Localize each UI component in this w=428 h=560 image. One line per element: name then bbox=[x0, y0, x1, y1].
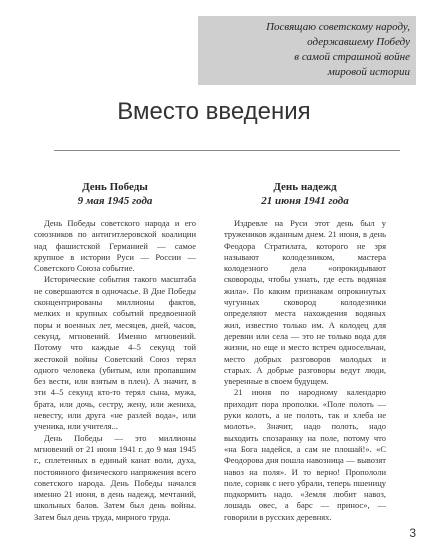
dedication-epigraph bbox=[198, 16, 416, 85]
dedication-line: мировой истории bbox=[327, 66, 410, 78]
chapter-title: Вместо введения bbox=[117, 98, 311, 125]
title-divider bbox=[54, 150, 400, 151]
section-heading: День надежд bbox=[273, 181, 337, 193]
section-date: 9 мая 1945 года bbox=[77, 195, 153, 207]
paragraph: День Победы советского народа и его союзников по антигитлеровской коалиции над фашистской Германией — самое крупное в истории Руси — России — Советского Союза событие. bbox=[34, 218, 196, 274]
dedication-line: одержавшему Победу bbox=[307, 36, 410, 48]
section-body bbox=[224, 218, 386, 523]
dedication-line: Посвящаю советскому народу, bbox=[266, 21, 410, 33]
paragraph: День Победы — это миллионы мгновений от 21 июня 1941 г. до 9 мая 1945 г., сплетенных в единый канат воли, духа, постоянного физического напряжения всего советского народа. День Победы начался именно 21 июня, в день надежд, мечтаний, школьных балов. Затем был день войны. Затем был день труда, мирного труда. bbox=[34, 432, 196, 522]
paragraph: Исторические события такого масштаба не совершаются в одночасье. В Дне Победы сконцентрированы миллионы фактов, мелких и крупных событий предвоенной поры и военных лет, месяцев, дней, часов, секунд, мгновений. Именно мгновений. Потому что каждые 4–5 секунд той жестокой войны Советский Союз терял одного человека (убитым, или пропавшим без вести, или взятым в плен). А значит, в эти 4–5 секунд кто-то терял сына, мужа, брата, или дочь, сестру, жену, или жениха, невесту, или друга «не разлей вода», или ученика, или учителя... bbox=[34, 274, 196, 432]
left-column bbox=[34, 180, 196, 523]
paragraph: Издревле на Руси этот день был у тружеников жданным днем. 21 июня, в день Феодора Стратилата, которого не зря называют колодезником, мастера колодезного дела «опрокидывают сковороды, чтобы узнать, где есть водяная жила». По каким признакам опрокинутых чугунных сковород колодезники определяют места нахождения водяных жил, известно только им. А колодец для деревни или села — это не только вода для жизни, но еще и место встреч односельчан, место добрых разговоров молодых и старых. А добрые разговоры ведут люди, уверенные в своем будущем. bbox=[224, 218, 386, 387]
paragraph: 21 июня по народному календарю приходит пора прополки. «Поле полоть — руки колоть, а не полоть, так и хлеба не молоть». Значит, надо полоть, надо выходить спозаранку на поле, потому что «на Бога надейся, а сам не плошай!». «С Феодорова дня пошла навозница — вывозят навоз на поля». И то верно! Пропололи поле, сорняк с него убрали, теперь пшеницу подкормить надо. «Земля любит навоз, лошадь овес, а барс — принос», — говорили в русских деревнях. bbox=[224, 387, 386, 522]
page-number: 3 bbox=[409, 526, 416, 540]
section-date: 21 июня 1941 года bbox=[261, 195, 349, 207]
section-body bbox=[34, 218, 196, 523]
right-column bbox=[224, 180, 386, 523]
section-heading: День Победы bbox=[82, 181, 148, 193]
dedication-line: в самой страшной войне bbox=[294, 51, 410, 63]
